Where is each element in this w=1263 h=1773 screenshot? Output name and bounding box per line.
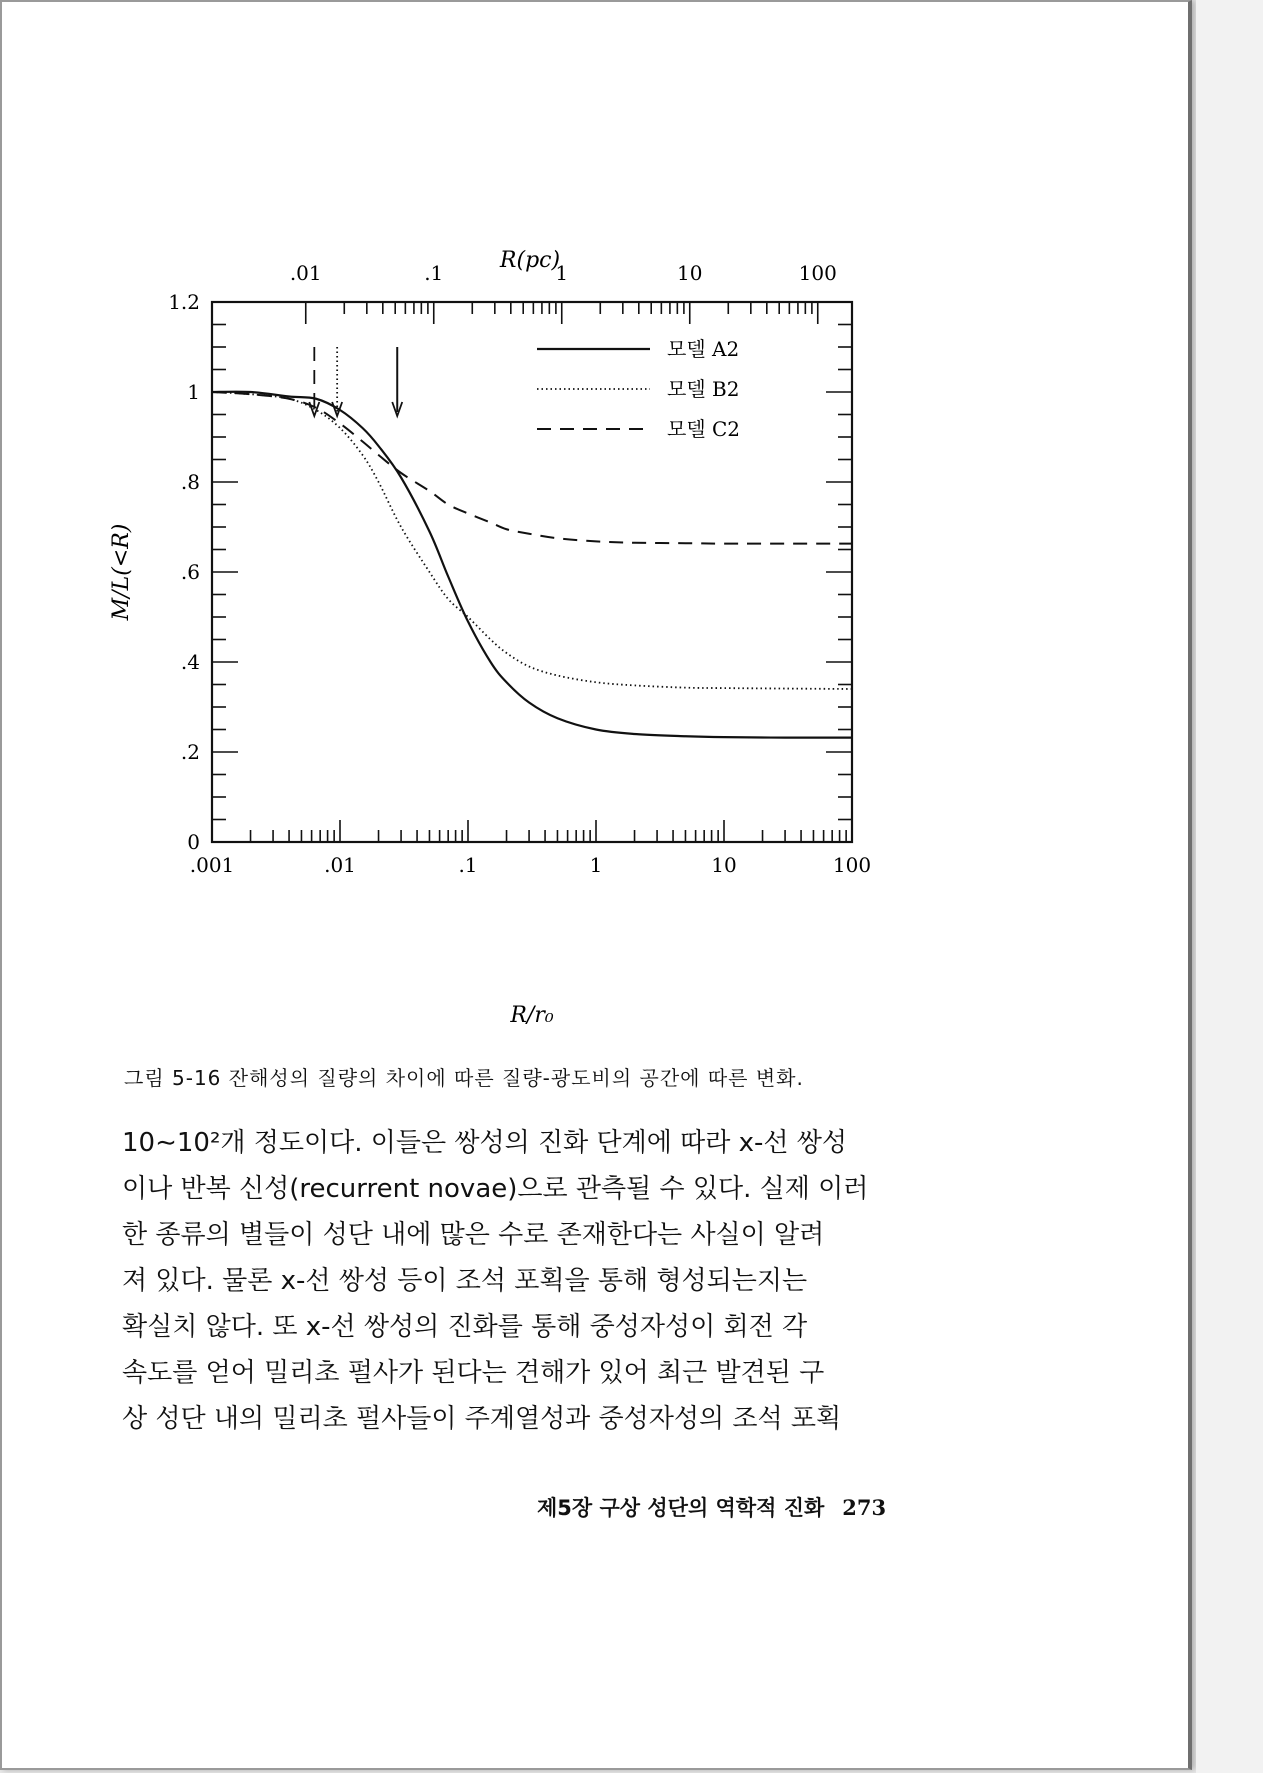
y-tick-label: 1.2	[168, 290, 200, 314]
top-axis-label: R(pc)	[499, 248, 561, 273]
top-tick-label: 10	[677, 261, 703, 285]
chapter-title: 제5장 구상 성단의 역학적 진화	[537, 1496, 825, 1520]
x-tick-label: .1	[458, 853, 478, 877]
body-line: 확실치 않다. 또 x-선 쌍성의 진화를 통해 중성자성이 회전 각	[122, 1312, 808, 1342]
scan-margin	[1196, 0, 1263, 1773]
plot-frame	[212, 302, 852, 842]
x-tick-label: .001	[189, 853, 235, 877]
body-line: 속도를 얻어 밀리초 펄사가 된다는 견해가 있어 최근 발견된 구	[122, 1358, 825, 1388]
top-tick-label: 100	[798, 261, 837, 285]
body-text	[122, 1120, 992, 1442]
top-tick-label: .1	[424, 261, 444, 285]
legend-label: 모델 C2	[667, 417, 741, 441]
legend-label: 모델 A2	[667, 337, 740, 361]
body-line: 한 종류의 별들이 성단 내에 많은 수로 존재한다는 사실이 알려	[122, 1220, 825, 1250]
body-line: 상 성단 내의 밀리초 펄사들이 주계열성과 중성자성의 조석 포획	[122, 1404, 842, 1434]
y-axis-label: M/L(<R)	[109, 523, 134, 621]
y-tick-label: .4	[180, 650, 200, 674]
body-line: 져 있다. 물론 x-선 쌍성 등이 조석 포획을 통해 형성되는지는	[122, 1266, 808, 1296]
y-tick-label: .6	[180, 560, 200, 584]
x-tick-label: 100	[832, 853, 872, 877]
x-axis-label: R/r₀	[510, 1003, 554, 1028]
y-tick-label: .2	[180, 740, 200, 764]
y-tick-label: 0	[187, 830, 200, 854]
x-tick-label: .01	[324, 853, 356, 877]
figure-caption: 그림 5-16 잔해성의 질량의 차이에 따른 질량-광도비의 공간에 따른 변화.	[124, 1066, 804, 1090]
page-footer	[537, 1492, 886, 1522]
body-line: 10∼10²개 정도이다. 이들은 쌍성의 진화 단계에 따라 x-선 쌍성	[122, 1128, 847, 1158]
page-number: 273	[842, 1495, 887, 1520]
y-tick-label: 1	[187, 380, 200, 404]
top-tick-label: .01	[289, 261, 322, 285]
series-line-solid	[212, 392, 852, 738]
ml-ratio-chart	[102, 232, 982, 1032]
series-line-dotted	[212, 392, 852, 689]
legend-label: 모델 B2	[667, 377, 740, 401]
body-line: 이나 반복 신성(recurrent novae)으로 관측될 수 있다. 실제 이러	[122, 1174, 869, 1204]
series-line-dashed	[212, 392, 852, 544]
y-tick-label: .8	[180, 470, 200, 494]
x-tick-label: 10	[711, 853, 737, 877]
top-tick-label: 1	[555, 261, 569, 285]
x-tick-label: 1	[589, 853, 603, 877]
